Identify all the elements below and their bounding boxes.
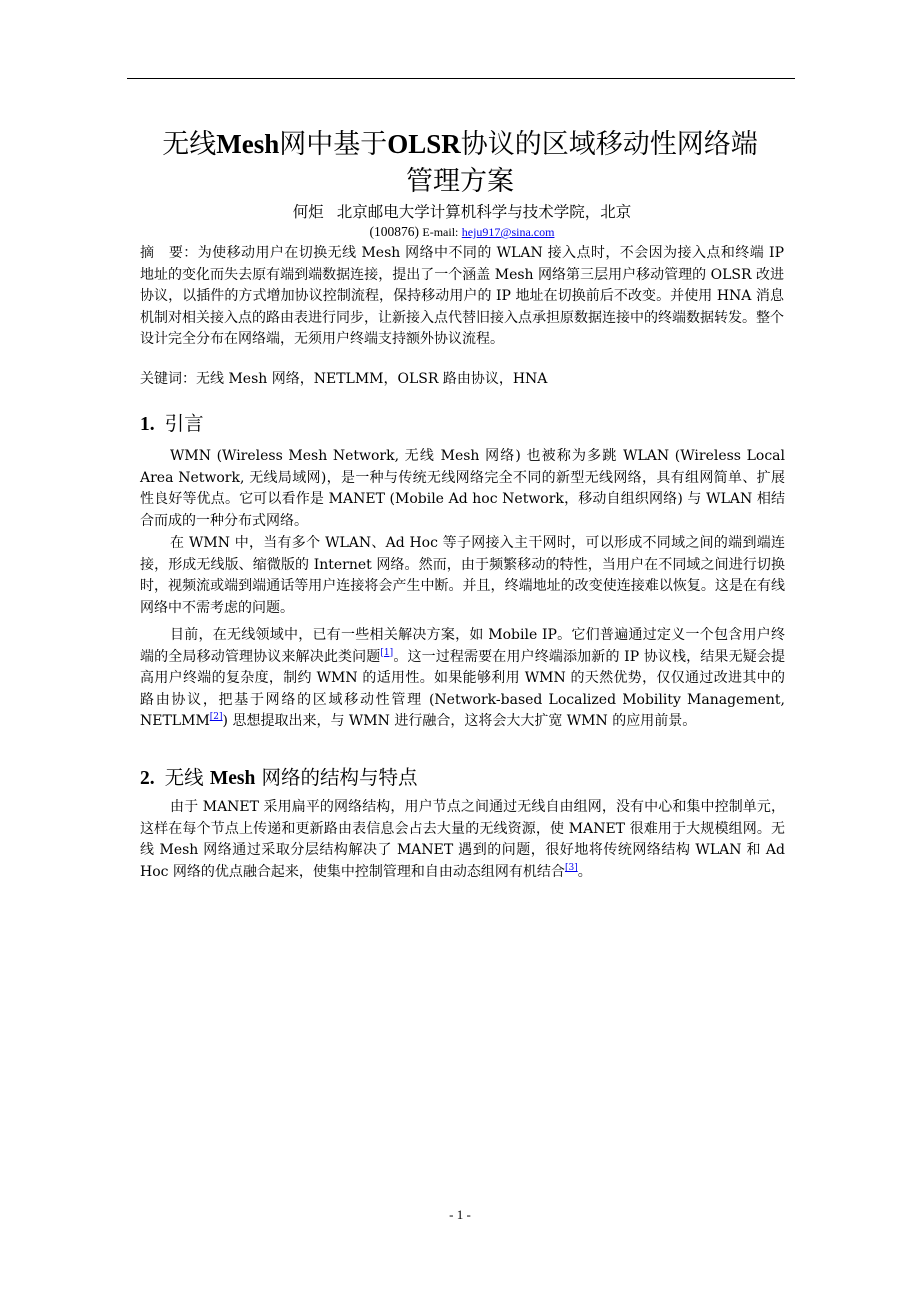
title-part: 无线 xyxy=(162,129,217,160)
body-paragraph xyxy=(140,797,785,883)
section-heading-structure xyxy=(140,765,784,792)
author-name: 何炬 xyxy=(292,203,324,221)
citation-link[interactable]: [1] xyxy=(380,647,394,658)
email-label: E-mail: xyxy=(422,225,459,239)
title-bold-part: OLSR xyxy=(387,129,461,159)
paragraph-text: 目前，在无线领域中，已有一些相关解决方案，如 Mobile IP。它们普遍通过定义一个包含用户终端的全局移动管理协议来解决此类问题 xyxy=(140,627,785,665)
title-line-2: 管理方案 xyxy=(406,166,514,197)
citation-link[interactable]: [2] xyxy=(209,712,223,723)
header-rule xyxy=(127,78,795,79)
page-number: - 1 - xyxy=(449,1207,471,1222)
body-paragraph xyxy=(140,625,785,733)
section-number: 2. xyxy=(140,768,155,789)
section-title: 网络的结构与特点 xyxy=(261,766,418,789)
abstract xyxy=(140,243,784,351)
section-heading-introduction xyxy=(140,411,784,438)
email-link[interactable]: heju917@sina.com xyxy=(461,225,555,239)
keywords-label: 关键词： xyxy=(140,371,196,387)
section-title: 引言 xyxy=(164,412,204,435)
section-title: 无线 xyxy=(164,766,204,789)
title-part: 网中基于 xyxy=(279,129,388,160)
title-part: 协议的区域移动性网络端 xyxy=(460,129,758,160)
section-number: 1. xyxy=(140,414,155,435)
section-title-bold: Mesh xyxy=(209,768,256,789)
paragraph-text: ) 思想提取出来，与 WMN 进行融合，这将会大大扩宽 WMN 的应用前景。 xyxy=(222,713,697,730)
keywords-text: 无线 Mesh 网络，NETLMM，OLSR 路由协议，HNA xyxy=(196,371,548,387)
contact-line xyxy=(140,222,784,242)
citation-link[interactable]: [3] xyxy=(564,862,578,873)
author-affiliation: 北京邮电大学计算机科学与技术学院，北京 xyxy=(336,203,632,221)
body-paragraph: 在 WMN 中，当有多个 WLAN、Ad Hoc 等子网接入主干网时，可以形成不同域之间的端到端连接，形成无线版、缩微版的 Internet 网络。然而，由于频繁移动的特性，当用户在不同域之间进行切换时，视频流或端到端通话等用户连接将会产生中断。并且，终端地址的改变使连接难以恢复。这是在有线网络中不需考虑的问题。 xyxy=(140,535,785,616)
paragraph-text: 由于 MANET 采用扁平的网络结构，用户节点之间通过无线自由组网，没有中心和集中控制单元，这样在每个节点上传递和更新路由表信息会占去大量的无线资源，使 MANET 很难用于大规模组网。无线 Mesh 网络通过采取分层结构解决了 MANET 遇到的问题，很好地将传统网络结构 WLAN 和 Ad Hoc 网络的优点融合起来，使集中控制管理和自由动态组网有机结合 xyxy=(140,799,785,880)
paragraph-text: 。这一过程需要在用户终端添加新的 IP 协议栈，结果无疑会提高用户终端的复杂度，制约 WMN 的适用性。如果能够利用 WMN 的天然优势，仅仅通过改进其中的路由协议，把基于网络的区域移动性管理 (Network-based Localized Mobility Management, NETLMM xyxy=(140,648,785,730)
postcode: (100876) xyxy=(369,224,420,239)
keywords xyxy=(140,369,784,391)
abstract-text: 为使移动用户在切换无线 Mesh 网络中不同的 WLAN 接入点时，不会因为接入点和终端 IP 地址的变化而失去原有端到端数据连接，提出了一个涵盖 Mesh 网络第三层用户移动管理的 OLSR 改进协议，以插件的方式增加协议控制流程，保持移动用户的 IP 地址在切换前后不改变。并使用 HNA 消息机制对相关接入点的路由表进行同步，让新接入点代替旧接入点承担原数据连接中的终端数据转发。整个设计完全分布在网络端，无须用户终端支持额外协议流程。 xyxy=(140,245,784,347)
author-line xyxy=(140,201,784,223)
body-paragraph: WMN (Wireless Mesh Network, 无线 Mesh 网络) 也被称为多跳 WLAN (Wireless Local Area Network, 无线局域网)，是一种与传统无线网络完全不同的新型无线网络，具有组网简单、扩展性良好等优点。它可以看作是 MANET (Mobile Ad hoc Network，移动自组织网络) 与 WLAN 相结合而成的一种分布式网络。 xyxy=(140,448,785,529)
paper-title xyxy=(100,126,820,200)
abstract-label: 摘 要： xyxy=(140,245,198,261)
paragraph-text: 。 xyxy=(577,863,592,880)
title-bold-part: Mesh xyxy=(216,129,280,159)
